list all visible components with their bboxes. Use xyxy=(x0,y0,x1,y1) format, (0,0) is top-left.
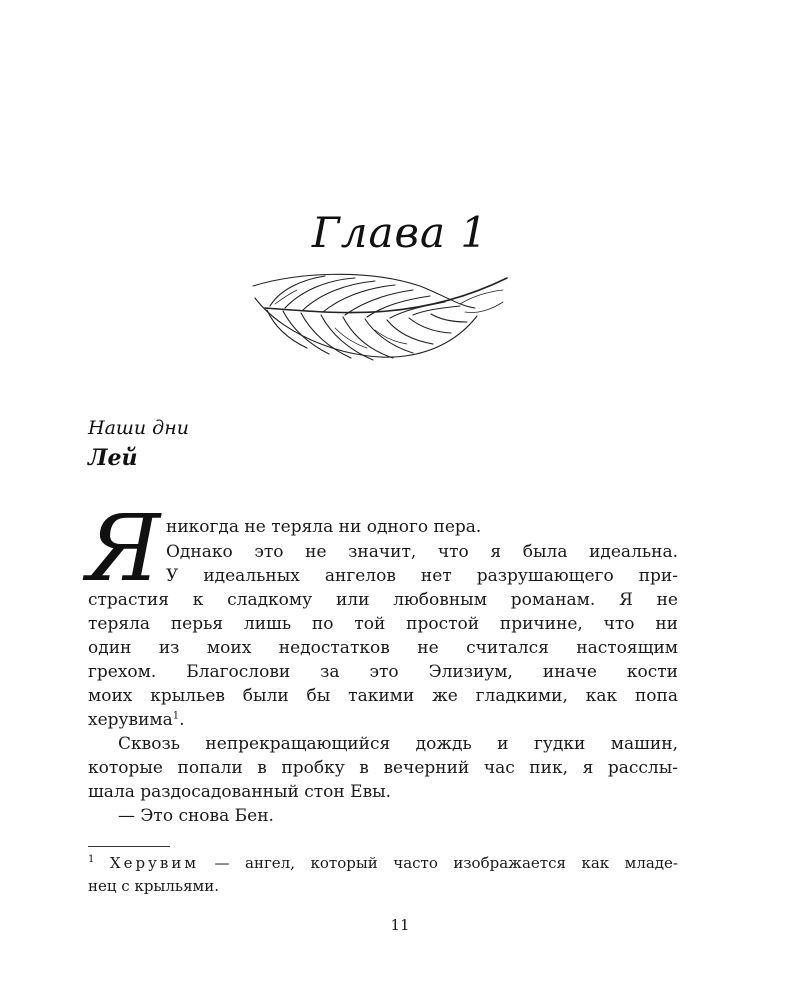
footnote-definition: — ангел, который часто изображается как младе- xyxy=(198,854,678,872)
body-line-with-footnote: херувима$^1$. xyxy=(88,710,185,730)
footnote-divider xyxy=(88,846,170,847)
body-line: страстия к сладкому или любовным романам. Я не xyxy=(88,590,678,610)
body-line: У идеальных ангелов нет разрушающего при- xyxy=(166,566,678,586)
footnote-line-2: нец с крыльями. xyxy=(88,877,219,895)
time-label: Наши дни xyxy=(88,417,189,439)
pov-name: Лей xyxy=(88,445,138,471)
body-line: херувима xyxy=(88,710,173,730)
body-line: теряла перья лишь по той простой причине, что ни xyxy=(88,614,678,634)
footnote-term: Херувим xyxy=(109,854,199,872)
page-number: 11 xyxy=(390,916,410,934)
footnote-line xyxy=(88,853,678,873)
footnote-number: 1 xyxy=(88,854,95,865)
body-line: которые попали в пробку в вечерний час пик, я расслы- xyxy=(88,758,678,778)
body-line: один из моих недостатков не считался настоящим xyxy=(88,638,678,658)
body-line: никогда не теряла ни одного пера. xyxy=(166,517,482,537)
body-line: моих крыльев были бы такими же гладкими, как попа xyxy=(88,686,678,706)
body-line: Однако это не значит, что я была идеальна. xyxy=(166,542,678,562)
dialogue-line: — Это снова Бен. xyxy=(118,806,274,826)
drop-cap: Я xyxy=(86,495,161,602)
chapter-title: Глава 1 xyxy=(311,208,489,257)
feather-icon xyxy=(245,268,515,368)
body-line: Сквозь непрекращающийся дождь и гудки машин, xyxy=(118,734,678,754)
body-line: грехом. Благослови за это Элизиум, иначе кости xyxy=(88,662,678,682)
body-line: шала раздосадованный стон Евы. xyxy=(88,782,392,802)
footnote-marker[interactable]: 1 xyxy=(172,710,180,722)
